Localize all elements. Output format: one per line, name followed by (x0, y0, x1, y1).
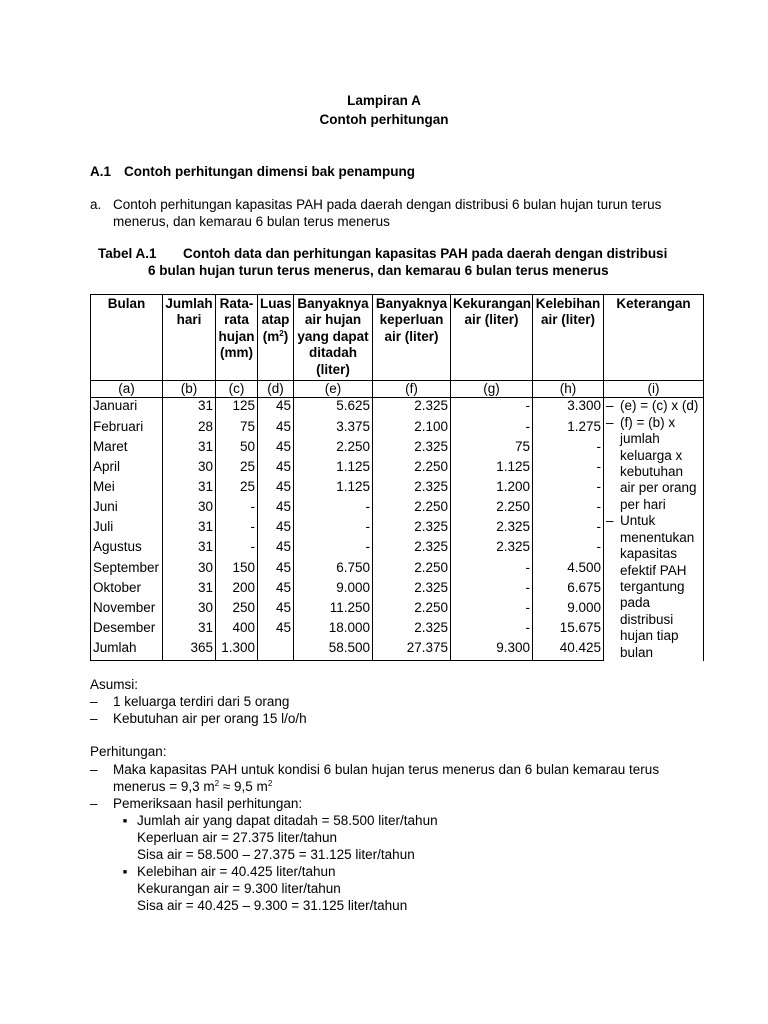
table-cell-keperluan: 2.325 (373, 620, 451, 640)
code-cell: (e) (294, 381, 373, 398)
table-cell-ditadah: 58.500 (294, 640, 373, 661)
table-cell-kurang: 1.200 (451, 479, 533, 499)
table-cell-hujan: 125 (216, 398, 258, 419)
table-cell-bulan: Jumlah (91, 640, 163, 661)
perhitungan-item-1-line-2 (113, 779, 272, 794)
table-cell-kurang: 1.125 (451, 459, 533, 479)
table-cell-kurang: - (451, 398, 533, 419)
perhitungan-item-1 (90, 762, 659, 777)
code-cell: (c) (216, 381, 258, 398)
table-cell-luas (258, 640, 294, 661)
asumsi-item-1 (90, 694, 289, 709)
code-cell: (i) (604, 381, 704, 398)
asumsi-heading: Asumsi: (90, 677, 139, 692)
table-cell-kurang: 75 (451, 439, 533, 459)
table-cell-kurang: - (451, 419, 533, 439)
table-cell-lebih: - (533, 459, 604, 479)
sub-list-2-row (113, 863, 407, 880)
table-cell-hari: 31 (163, 539, 216, 559)
table-cell-keperluan: 2.325 (373, 479, 451, 499)
table-cell-keperluan: 27.375 (373, 640, 451, 661)
table-cell-bulan: Oktober (91, 580, 163, 600)
table-cell-ditadah: 18.000 (294, 620, 373, 640)
table-cell-hari: 30 (163, 499, 216, 519)
sub-list-1-text: Sisa air = 58.500 – 27.375 = 31.125 liter/tahun (137, 847, 415, 862)
intro-marker: a. (90, 197, 102, 212)
sub-list-1-text: Keperluan air = 27.375 liter/tahun (137, 830, 338, 845)
perhitungan-item-2-text: Pemeriksaan hasil perhitungan: (113, 796, 303, 811)
keterangan-item (606, 398, 701, 414)
table-cell-ditadah: 1.125 (294, 479, 373, 499)
table-cell-kurang: 2.325 (451, 519, 533, 539)
table-cell-keperluan: 2.325 (373, 519, 451, 539)
bullet-marker: ▪ (122, 864, 128, 879)
header-air-hujan: Banyaknya air hujan yang dapat ditadah (liter) (294, 295, 373, 381)
code-cell: (b) (163, 381, 216, 398)
table-caption-label: Tabel A.1 (98, 246, 157, 261)
table-cell-hari: 31 (163, 519, 216, 539)
table-cell-hujan: 250 (216, 600, 258, 620)
table-code-row (91, 381, 704, 398)
header-keterangan: Keterangan (604, 295, 704, 381)
capacity-sup-1: 2 (214, 779, 220, 788)
table-cell-keperluan: 2.325 (373, 539, 451, 559)
table-cell-kurang: - (451, 600, 533, 620)
asumsi-item-text: 1 keluarga terdiri dari 5 orang (113, 694, 290, 709)
header-luas-atap (258, 295, 294, 381)
capacity-text-a: menerus = 9,3 m (113, 779, 215, 794)
table-cell-keperluan: 2.250 (373, 560, 451, 580)
table-cell-luas: 45 (258, 539, 294, 559)
dash-marker: – (606, 513, 614, 529)
table-cell-hujan: 200 (216, 580, 258, 600)
table-cell-hujan: 25 (216, 459, 258, 479)
table-cell-hujan: 400 (216, 620, 258, 640)
table-cell-hujan: 75 (216, 419, 258, 439)
table-cell-hujan: - (216, 539, 258, 559)
table-cell-ditadah: 9.000 (294, 580, 373, 600)
sub-list-2-text: Kelebihan air = 40.425 liter/tahun (137, 864, 336, 879)
dash-marker: – (90, 762, 98, 777)
table-cell-ditadah: 11.250 (294, 600, 373, 620)
table-cell-luas: 45 (258, 519, 294, 539)
page-subtitle: Contoh perhitungan (319, 112, 449, 127)
keterangan-item (606, 415, 701, 513)
asumsi-item-text: Kebutuhan air per orang 15 l/o/h (113, 711, 307, 726)
table-cell-lebih: 4.500 (533, 560, 604, 580)
table-cell-bulan: September (91, 560, 163, 580)
table-cell-lebih: - (533, 499, 604, 519)
table-cell-luas: 45 (258, 499, 294, 519)
keterangan-item (606, 513, 701, 661)
table-cell-lebih: 40.425 (533, 640, 604, 661)
capacity-text-b: ≈ 9,5 m (219, 779, 268, 794)
capacity-sup-2: 2 (267, 779, 273, 788)
table-cell-kurang: - (451, 560, 533, 580)
table-cell-hujan: 25 (216, 479, 258, 499)
table-cell-luas: 45 (258, 398, 294, 419)
table-caption-line-2: 6 bulan hujan turun terus menerus, dan kemarau 6 bulan terus menerus (148, 263, 609, 278)
table-cell-hari: 30 (163, 459, 216, 479)
table-cell-ditadah: - (294, 499, 373, 519)
table-cell-hujan: - (216, 519, 258, 539)
table-cell-lebih: 3.300 (533, 398, 604, 419)
table-cell-ditadah: 6.750 (294, 560, 373, 580)
table-cell-lebih: 1.275 (533, 419, 604, 439)
dash-marker: – (606, 414, 614, 430)
section-title: Contoh perhitungan dimensi bak penampung (124, 164, 416, 179)
perhitungan-item-2 (90, 796, 302, 811)
table-cell-bulan: Januari (91, 398, 163, 419)
table-cell-lebih: 6.675 (533, 580, 604, 600)
page-title: Lampiran A (347, 93, 421, 108)
keterangan-text: (f) = (b) x jumlah keluarga x kebutuhan air per orang per hari (620, 414, 697, 512)
header-kekurangan: Kekurangan air (liter) (451, 295, 533, 381)
code-cell: (f) (373, 381, 451, 398)
table-cell-hari: 31 (163, 439, 216, 459)
table-cell-kurang: 2.325 (451, 539, 533, 559)
dash-marker: – (606, 398, 614, 414)
table-cell-hari: 31 (163, 479, 216, 499)
header-jumlah-hari: Jumlah hari (163, 295, 216, 381)
table-caption-line-1: Contoh data dan perhitungan kapasitas PAH pada daerah dengan distribusi (183, 246, 668, 261)
intro-line-2: menerus, dan kemarau 6 bulan terus menerus (113, 214, 390, 229)
perhitungan-heading: Perhitungan: (90, 744, 167, 759)
table-cell-bulan: Agustus (91, 539, 163, 559)
table-cell-hari: 28 (163, 419, 216, 439)
table-cell-keperluan: 2.325 (373, 439, 451, 459)
table-cell-luas: 45 (258, 479, 294, 499)
perhitungan-item-1-line-1: Maka kapasitas PAH untuk kondisi 6 bulan hujan terus menerus dan 6 bulan kemarau terus (113, 762, 660, 777)
table-cell-keperluan: 2.100 (373, 419, 451, 439)
code-cell: (g) (451, 381, 533, 398)
table-cell-lebih: 15.675 (533, 620, 604, 640)
table-cell-kurang: 9.300 (451, 640, 533, 661)
sub-list-1-text: Jumlah air yang dapat ditadah = 58.500 liter/tahun (137, 813, 438, 828)
sub-list-2-text: Kekurangan air = 9.300 liter/tahun (137, 881, 341, 896)
table-cell-luas: 45 (258, 620, 294, 640)
table-cell-luas: 45 (258, 459, 294, 479)
table-cell-lebih: - (533, 439, 604, 459)
table-cell-kurang: - (451, 580, 533, 600)
table-cell-hari: 31 (163, 620, 216, 640)
header-kelebihan: Kelebihan air (liter) (533, 295, 604, 381)
dash-marker: – (90, 796, 98, 811)
table-cell-ditadah: - (294, 539, 373, 559)
table-cell-luas: 45 (258, 580, 294, 600)
sub-list-1 (113, 812, 438, 863)
table-cell-ditadah: 3.375 (294, 419, 373, 439)
table-cell-ditadah: 2.250 (294, 439, 373, 459)
code-cell: (a) (91, 381, 163, 398)
table-cell-keperluan: 2.250 (373, 600, 451, 620)
table-cell-keperluan: 2.325 (373, 398, 451, 419)
table-cell-kurang: 2.250 (451, 499, 533, 519)
table-cell-hari: 31 (163, 398, 216, 419)
table-cell-luas: 45 (258, 600, 294, 620)
table-cell-lebih: 9.000 (533, 600, 604, 620)
sub-list-1-row (113, 812, 438, 829)
dash-marker: – (90, 711, 98, 726)
table-cell-keperluan: 2.325 (373, 580, 451, 600)
header-luas-atap-text: Luas atap (m (260, 296, 292, 344)
code-cell: (h) (533, 381, 604, 398)
table-cell-bulan: Juli (91, 519, 163, 539)
table-row (91, 398, 704, 419)
table-header-row (91, 295, 704, 381)
table-cell-bulan: Juni (91, 499, 163, 519)
keterangan-text: (e) = (c) x (d) (620, 398, 699, 414)
table-cell-bulan: Mei (91, 479, 163, 499)
intro-line-1: Contoh perhitungan kapasitas PAH pada daerah dengan distribusi 6 bulan hujan turun terus (113, 197, 662, 212)
table-cell-bulan: Februari (91, 419, 163, 439)
table-cell-hujan: 50 (216, 439, 258, 459)
code-cell: (d) (258, 381, 294, 398)
table-cell-bulan: November (91, 600, 163, 620)
table-cell-hari: 31 (163, 580, 216, 600)
table-cell-luas: 45 (258, 560, 294, 580)
table-cell-hari: 30 (163, 560, 216, 580)
table-cell-hujan: 150 (216, 560, 258, 580)
bullet-marker: ▪ (122, 813, 128, 828)
table-cell-keperluan: 2.250 (373, 499, 451, 519)
table-cell-bulan: April (91, 459, 163, 479)
dash-marker: – (90, 694, 98, 709)
header-luas-atap-sup: 2 (279, 328, 284, 338)
table-cell-keperluan: 2.250 (373, 459, 451, 479)
header-rata-rata: Rata-rata hujan (mm) (216, 295, 258, 381)
table-cell-luas: 45 (258, 439, 294, 459)
table-cell-ditadah: 1.125 (294, 459, 373, 479)
data-table (90, 294, 704, 661)
keterangan-cell (604, 398, 704, 661)
section-number: A.1 (90, 164, 112, 179)
table-cell-bulan: Desember (91, 620, 163, 640)
table-cell-ditadah: 5.625 (294, 398, 373, 419)
asumsi-item-2 (90, 711, 307, 726)
table-cell-hari: 30 (163, 600, 216, 620)
table-cell-kurang: - (451, 620, 533, 640)
table-cell-luas: 45 (258, 419, 294, 439)
sub-list-2-text: Sisa air = 40.425 – 9.300 = 31.125 liter/tahun (137, 898, 408, 913)
sub-list-2 (113, 863, 407, 914)
table-cell-hari: 365 (163, 640, 216, 661)
table-cell-lebih: - (533, 479, 604, 499)
keterangan-text: Untuk menentukan kapasitas efektif PAH tergantung pada distribusi hujan tiap bulan (620, 513, 695, 660)
table-cell-ditadah: - (294, 519, 373, 539)
table-cell-lebih: - (533, 519, 604, 539)
table-cell-bulan: Maret (91, 439, 163, 459)
header-keperluan: Banyaknya keperluan air (liter) (373, 295, 451, 381)
table-cell-hujan: 1.300 (216, 640, 258, 661)
table-cell-hujan: - (216, 499, 258, 519)
header-bulan: Bulan (91, 295, 163, 381)
header-luas-atap-close: ) (283, 328, 289, 344)
table-cell-lebih: - (533, 539, 604, 559)
